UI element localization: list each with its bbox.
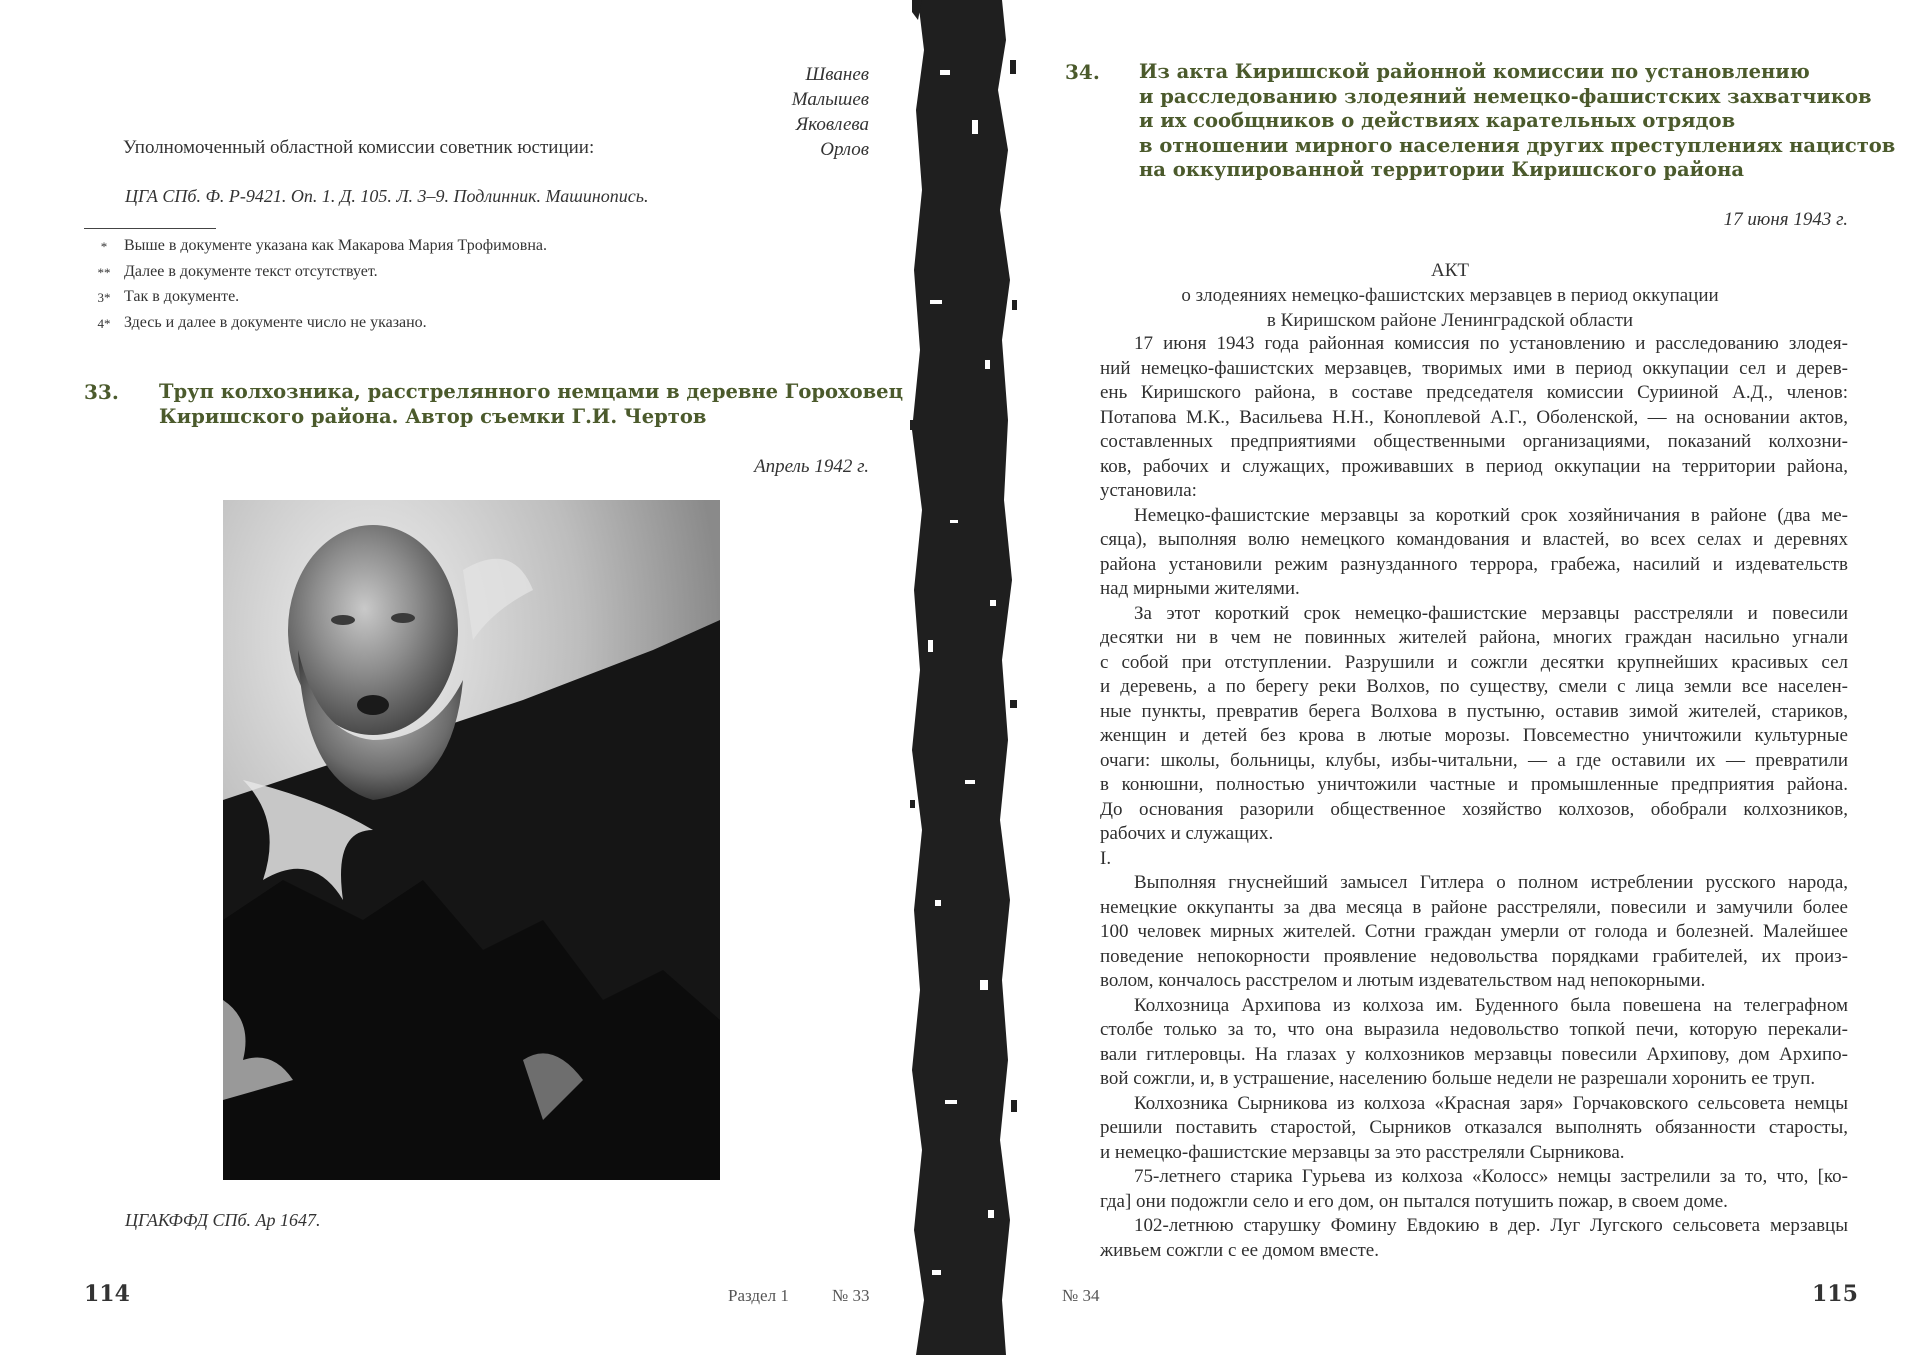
document-title-line: на оккупированной территории Киришского района xyxy=(1139,158,1744,182)
section-numeral: I. xyxy=(1100,847,1112,869)
footnote xyxy=(84,260,547,286)
body-text-line: женщин и детей без крова в лютые морозы. Повсеместно уничтожили культурные xyxy=(1100,725,1848,746)
document-title xyxy=(159,380,903,429)
akt-heading-line: о злодеяниях немецко-фашистских мерзавцев в период оккупации xyxy=(1181,285,1719,306)
signature-name: Орлов xyxy=(820,139,869,160)
body-text-line: ные пункты, превратив берега Волхова в пустыню, оставив зимой жителей, стариков, xyxy=(1100,700,1848,722)
photo-image xyxy=(223,500,720,1180)
footnote xyxy=(84,234,547,260)
running-section: Раздел 1 xyxy=(728,1286,789,1305)
page-number: 114 xyxy=(84,1281,130,1307)
body-text-line: ень Киришского района, в составе председателя комиссии Сурииной А.Д., членов: xyxy=(1100,382,1848,403)
photo-caption: ЦГАКФФД СПб. Ар 1647. xyxy=(125,1210,321,1230)
document-title-line: в отношении мирного населения других преступлениях нацистов xyxy=(1139,133,1896,157)
signature-name: Малышев xyxy=(791,89,869,110)
body-text-line: и немецко-фашистские мерзавцы за это расстреляли Сырникова. xyxy=(1100,1141,1625,1163)
body-text-line: Потапова М.К., Васильева Н.Н., Коноплевой А.Г., Оболенской, — на основании актов, xyxy=(1100,406,1848,428)
document-title-line: Из акта Киришской районной комиссии по установлению xyxy=(1139,60,1810,83)
decorative-spine-band xyxy=(910,0,1018,1355)
body-text-line: установила: xyxy=(1100,480,1197,501)
body-text-line: Колхозника Сырникова из колхоза «Красная заря» Горчаковского сельсовета немцы xyxy=(1134,1092,1848,1114)
document-date: 17 июня 1943 г. xyxy=(1723,209,1848,230)
body-text-line: десятки ни в чем не повинных жителей района, многих граждан насильно угнали xyxy=(1100,627,1848,648)
signature-list xyxy=(792,62,869,162)
akt-heading-line: АКТ xyxy=(1431,260,1469,281)
body-text-line: живьем сожгли с ее домом вместе. xyxy=(1100,1239,1379,1261)
body-text-line: 75-летнего старика Гурьева из колхоза «Колосс» немцы застрелили за то, что, [ко- xyxy=(1134,1166,1848,1187)
body-text-line: До основания разорили общественное хозяйство колхозов, обобрали колхозников, xyxy=(1100,798,1848,820)
footnote xyxy=(84,311,547,337)
footnote-mark: ** xyxy=(97,264,111,280)
body-text-line: с собой при отступлении. Разрушили и сожгли десятки крупнейших красивых сел xyxy=(1100,651,1848,673)
body-text-line: Выполняя гнуснейший замысел Гитлера о полном истреблении русского народа, xyxy=(1134,872,1848,893)
akt-heading xyxy=(1100,258,1800,333)
footnote-text: Далее в документе текст отсутствует. xyxy=(124,262,378,280)
body-text-line: рабочих и служащих. xyxy=(1100,823,1274,844)
running-document-number: № 34 xyxy=(1062,1286,1100,1305)
body-text-line: столбе только за то, что она выразила недовольство топкой печи, которую перекали- xyxy=(1100,1019,1848,1040)
body-text-line: составленных предприятиями общественными организациями, показаний колхозни- xyxy=(1100,431,1848,452)
page-number: 115 xyxy=(1812,1281,1858,1307)
document-title-line: и их сообщников о действиях карательных отрядов xyxy=(1139,109,1736,133)
body-text-line: над мирными жителями. xyxy=(1100,578,1300,599)
document-date: Апрель 1942 г. xyxy=(754,456,869,477)
body-text-line: Немецко-фашистские мерзавцы за короткий срок хозяйничания в районе (два ме- xyxy=(1134,504,1848,526)
footnote-mark: * xyxy=(100,239,108,254)
body-text-line: ний немецко-фашистских мерзавцев, творимых ими в период оккупации сел и дерев- xyxy=(1100,357,1848,379)
running-document-number: № 33 xyxy=(832,1286,870,1305)
archival-photograph xyxy=(223,500,720,1180)
document-number: 33. xyxy=(84,380,119,404)
body-text-line: ков, рабочих и служащих, проживавших в период оккупации на территории района, xyxy=(1100,455,1848,477)
body-text-line: вой сожгли, и, в устрашение, населению больше недели не разрешали хоронить ее труп. xyxy=(1100,1068,1816,1089)
footnote-mark: 3* xyxy=(97,290,111,305)
left-page xyxy=(0,0,912,1355)
document-body-text xyxy=(1100,332,1848,1263)
document-title-line: и расследованию злодеяний немецко-фашистских захватчиков xyxy=(1139,84,1872,108)
document-title xyxy=(1139,60,1895,183)
footnote-divider xyxy=(84,228,216,229)
body-text-line: и деревень, а по берегу реки Волхов, по существу, смели с лица земли все населен- xyxy=(1100,676,1848,697)
footnote-text: Здесь и далее в документе число не указано. xyxy=(124,313,427,331)
body-text-line: гда] они подожгли село и его дом, он пытался потушить пожар, в своем доме. xyxy=(1100,1190,1728,1212)
body-text-line: района установили режим разнузданного террора, грабежа, насилий и издевательств xyxy=(1100,553,1848,575)
document-title-line: Труп колхозника, расстрелянного немцами в деревне Гороховец xyxy=(159,380,903,403)
body-text-line: 17 июня 1943 года районная комиссия по установлению и расследованию злодея- xyxy=(1134,333,1848,354)
body-text-line: Колхозница Архипова из колхоза им. Буденного была повешена на телеграфном xyxy=(1134,994,1848,1016)
body-text-line: очаги: школы, больницы, клубы, избы-читальни, — а где оставили их — превратили xyxy=(1100,749,1848,771)
body-text-line: волом, кончалось расстрелом и лютым издевательством над непокорными. xyxy=(1100,970,1706,991)
body-text-line: За этот короткий срок немецко-фашистские мерзавцы расстреляли и повесили xyxy=(1134,602,1848,624)
body-text-line: вали гитлеровцы. На глазах у колхозников мерзавцы повесили Архипову, дом Архипо- xyxy=(1100,1043,1848,1065)
body-text-line: решили поставить старостой, Сырников отказался выполнять обязанности старосты, xyxy=(1100,1117,1848,1138)
footnote-mark: 4* xyxy=(97,315,111,331)
footnote-text: Так в документе. xyxy=(124,288,240,305)
footnote xyxy=(84,285,547,311)
signature-name: Шванев xyxy=(805,64,869,85)
document-number: 34. xyxy=(1065,60,1100,84)
archive-reference: ЦГА СПб. Ф. Р-9421. Оп. 1. Д. 105. Л. 3–9. Подлинник. Машинопись. xyxy=(125,186,649,206)
footnotes xyxy=(84,234,547,336)
body-text-line: сяца), выполняя волю немецкого командования и властей, во всех селах и деревнях xyxy=(1100,529,1848,550)
body-text-line: 100 человек мирных жителей. Сотни граждан умерли от голода и болезней. Малейшее xyxy=(1100,921,1848,942)
footnote-text: Выше в документе указана как Макарова Мария Трофимовна. xyxy=(124,237,547,254)
akt-heading-line: в Киришском районе Ленинградской области xyxy=(1266,310,1634,331)
signer-title: Уполномоченный областной комиссии советник юстиции: xyxy=(123,137,595,158)
body-text-line: 102-летнюю старушку Фомину Евдокию в дер. Луг Лугского сельсовета мерзавцы xyxy=(1134,1215,1848,1236)
body-text-line: поведение непокорности проявление недовольства порядками грабителей, их произ- xyxy=(1100,945,1848,967)
body-text-line: в конюшни, полностью уничтожили частные и промышленные предприятия района. xyxy=(1100,774,1848,795)
body-text-line: немецкие оккупанты за два месяца в районе расстреляли, повесили и замучили более xyxy=(1100,896,1848,918)
document-title-line: Киришского района. Автор съемки Г.И. Чертов xyxy=(159,404,707,428)
signature-name: Яковлева xyxy=(795,114,869,135)
